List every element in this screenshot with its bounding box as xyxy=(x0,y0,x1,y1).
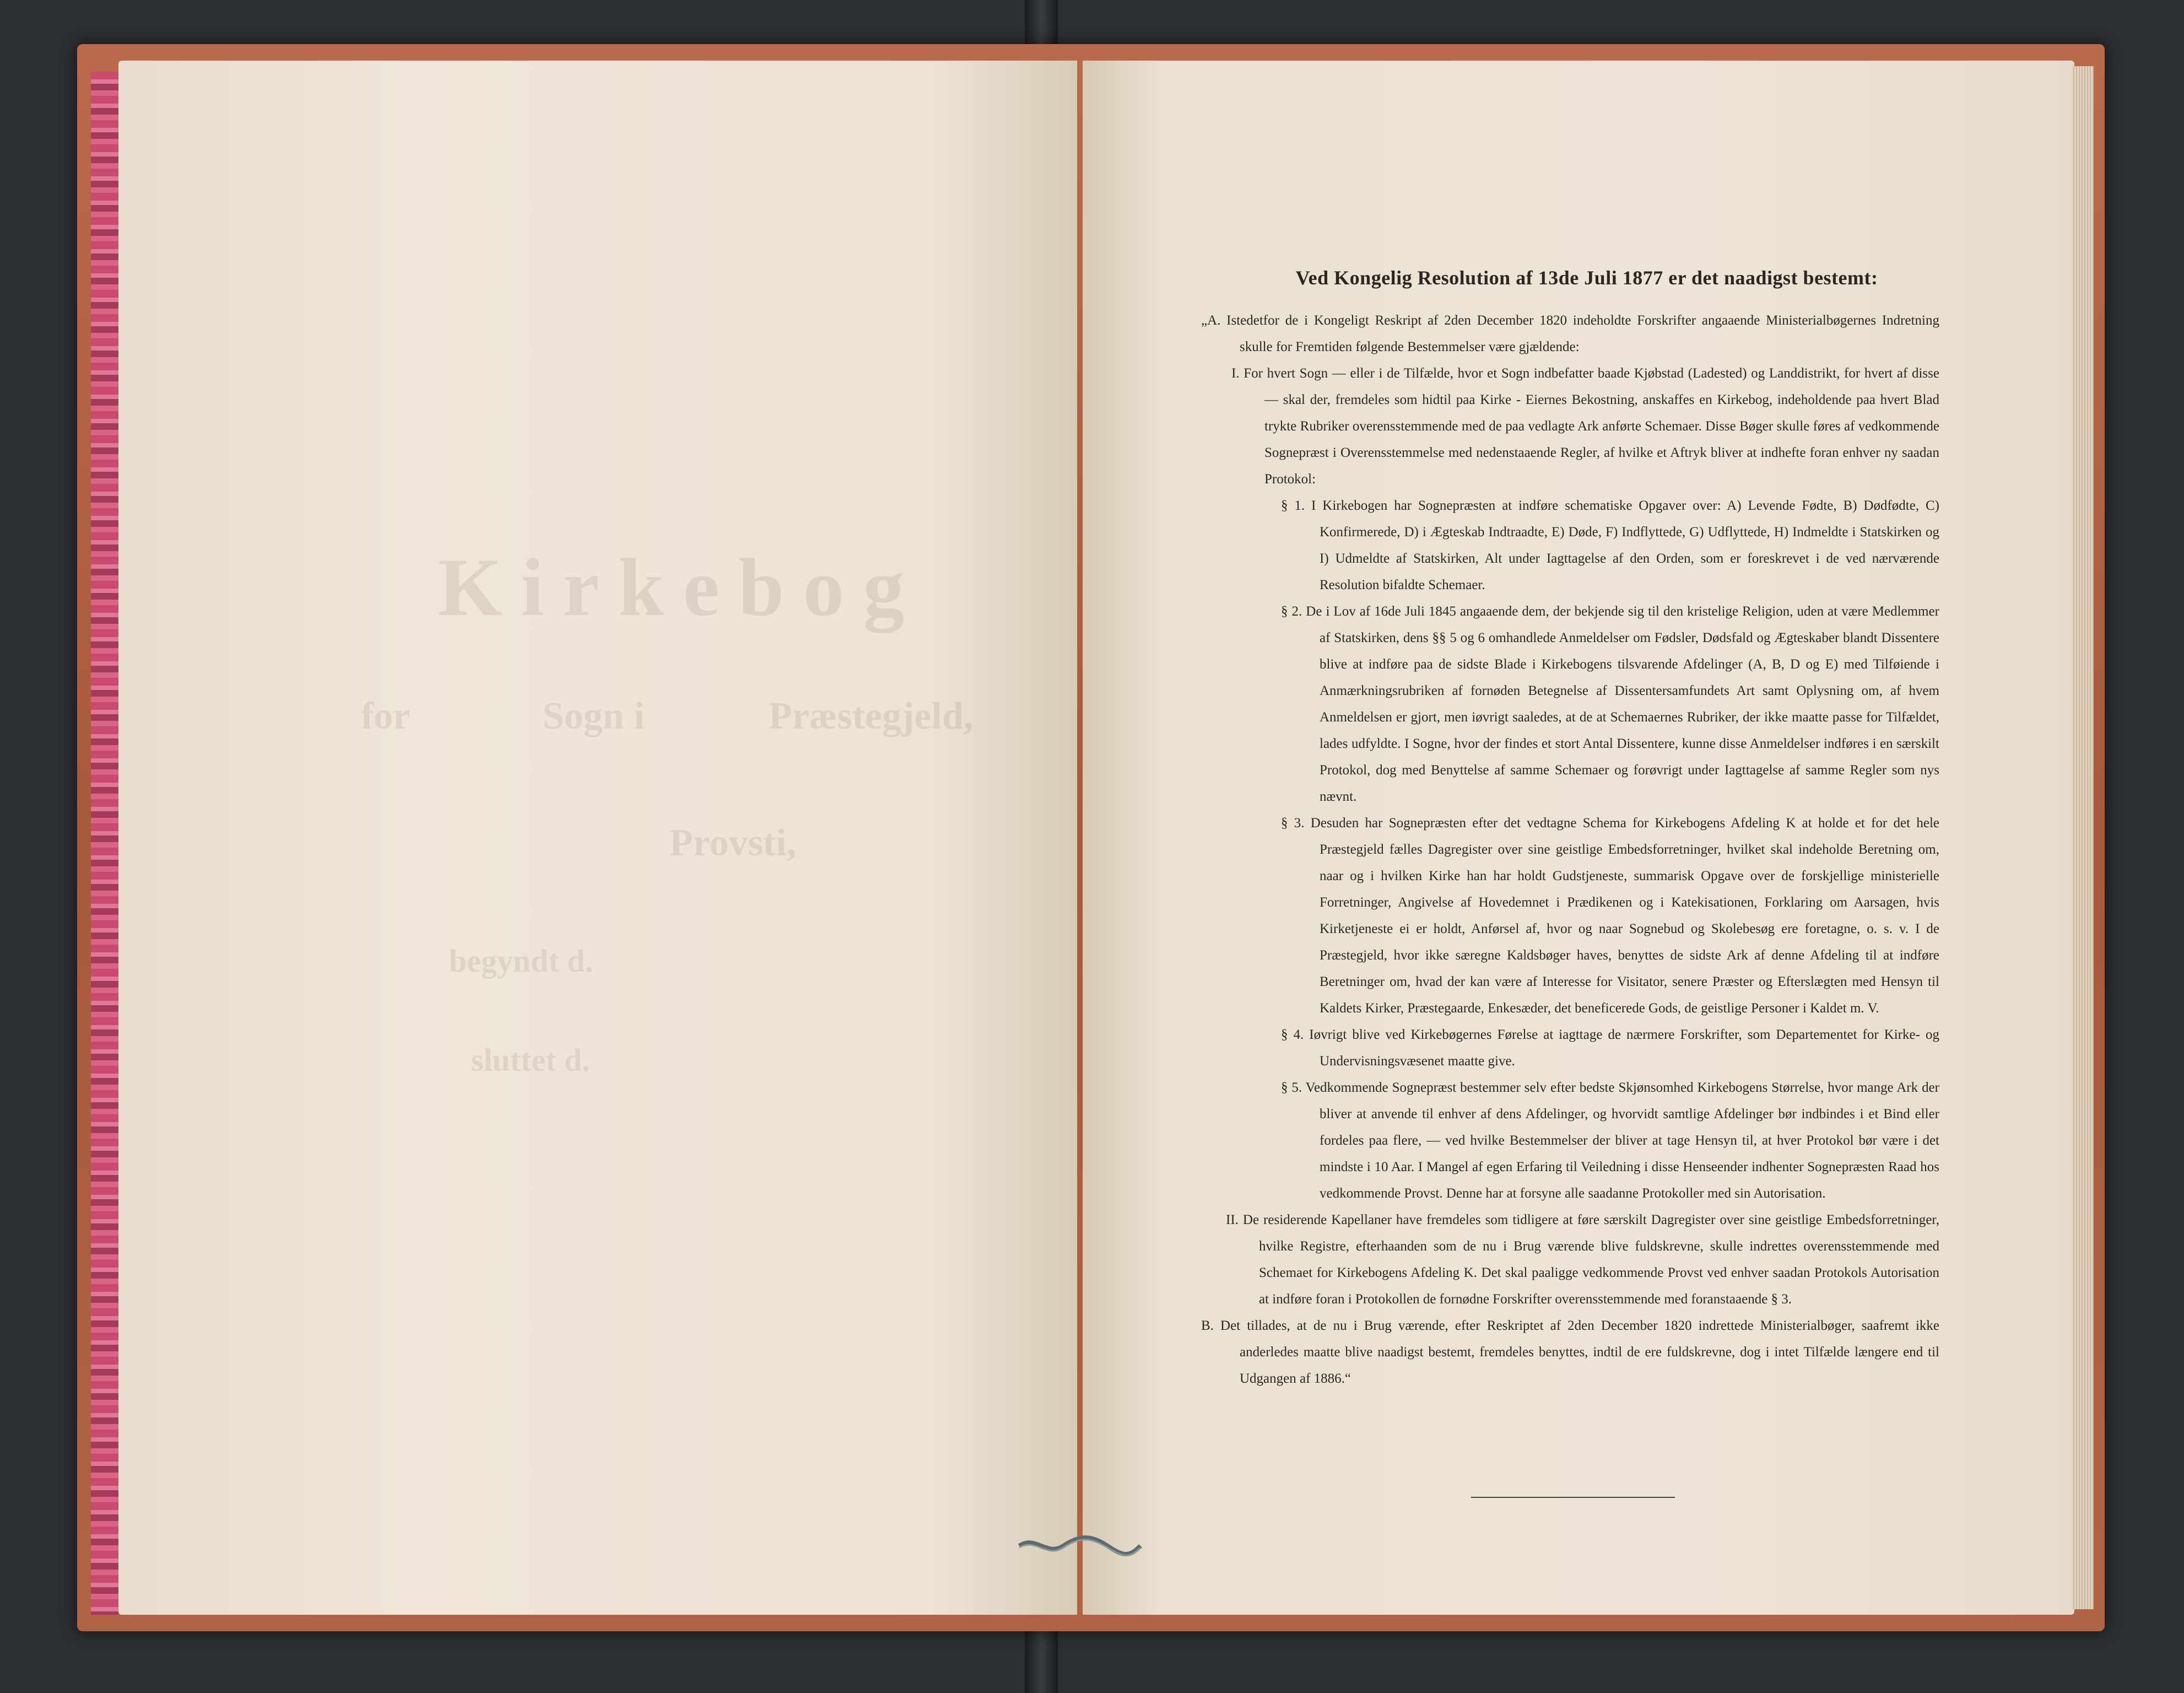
paragraph-2: § 1. I Kirkebogen har Sognepræsten at indføre schematiske Opgaver over: A) Levende Fødte, B) Dødfødte, C) Konfirmerede, D) i Ægteskab Indtraadte, E) Døde, F) Indflyttede, G) Udflyttede, H) Indmeldte i Statskirken og I) Udmeldte af Statskirken, Alt under Iagttagelse af den Orden, som er foreskrevet i de ved nærværende Resolution bifaldte Schemaer. xyxy=(1281,498,1939,592)
left-page xyxy=(118,61,1077,1615)
ghost-for: for xyxy=(361,695,410,737)
paragraph-3: § 2. De i Lov af 16de Juli 1845 angaaende dem, der bekjende sig til den kristelige Religion, uden at være Medlemmer af Statskirken, dens §§ 5 og 6 omhandlede Anmeldelser om Fødsler, Dødsfald og Ægteskaber blandt Dissentere blive at indføre paa de sidste Blade i Kirkebogens tilsvarende Afdelinger (A, B, D og E) med Tilføiende i Anmærkningsrubriken af fornøden Betegnelse af Dissentersamfundets Art samt Oplysning om, af hvem Anmeldelsen er gjort, men iøvrigt saaledes, at de at Schemaernes Rubriker, der ikke maatte passe for Tilfældet, lades udfyldte. I Sogne, hvor der findes et stort Antal Dissentere, kunne disse Anmeldelser indføres i en særskilt Protokol, dog med Benyttelse af samme Schemaer og forøvrigt under Iagttagelse af samme Regler som nys nævnt. xyxy=(1281,604,1939,804)
binding-thread xyxy=(1014,1532,1146,1560)
ghost-begyndt: begyndt d. xyxy=(449,943,593,979)
marbled-page-edge xyxy=(91,72,118,1615)
ghost-prestegjeld: Præstegjeld, xyxy=(769,695,974,737)
paragraph-4: § 3. Desuden har Sognepræsten efter det vedtagne Schema for Kirkebogens Afdeling K at holde et for det hele Præstegjeld fælles Dagregister over sine geistlige Embedsforretninger, hvilket skal indeholde Beretning om, naar og i hvilken Kirke han har holdt Gudstjeneste, summarisk Opgave over de forskjellige ministerielle Forretninger, Angivelse af Hovedemnet i Prædikenen og i Katekisationen, Forklaring om Aarsagen, hvis Kirketjeneste ei er holdt, Anførsel af, hvor og naar Sognebud og Skolebesøg ere foretagne, o. s. v. I de Præstegjeld, hvor ikke særegne Kaldsbøger haves, benyttes de sidste Ark af denne Afdeling til at indføre Beretninger om, hvad der kan være af Interesse for Visitator, senere Præster og Efterslægten med Hensyn til Kaldets Kirker, Præstegaarde, Enkesæder, det beneficerede Gods, de geistlige Personer i Kaldet m. V. xyxy=(1281,816,1939,1016)
ghost-sluttet: sluttet d. xyxy=(471,1042,590,1078)
closing-rule xyxy=(1471,1497,1675,1498)
paragraph-5: § 4. Iøvrigt blive ved Kirkebøgernes Førelse at iagttage de nærmere Forskrifter, som Departementet for Kirke- og Undervisningsvæsenet maatte give. xyxy=(1281,1027,1939,1069)
ghost-title: Kirkebog xyxy=(438,542,923,633)
paragraph-7: II. De residerende Kapellaner have fremdeles som tidligere at føre særskilt Dagregister over sine geistlige Embedsforretninger, hvilke Registre, efterhaanden som de nu i Brug værende blive fuldskrevne, skulle indrettes overensstemmende med Schemaet for Kirkebogens Afdeling K. Det skal paaligge vedkommende Provst ved enhver saadan Protokols Autorisation at indføre foran i Protokollen de fornødne Forskrifter overensstemmende med foranstaaende § 3. xyxy=(1226,1212,1939,1307)
paragraph-list xyxy=(1201,308,1939,1392)
document-title: Ved Kongelig Resolution af 13de Juli 1877 er det naadigst bestemt: xyxy=(1295,267,1878,289)
paragraph-0: „A. Istedetfor de i Kongeligt Reskript af 2den December 1820 indeholdte Forskrifter angaaende Ministerialbøgernes Indretning skulle for Fremtiden følgende Bestemmelser være gjældende: xyxy=(1201,313,1939,354)
resolution-text xyxy=(1201,265,1939,1392)
ghost-provsti: Provsti, xyxy=(669,822,797,864)
paragraph-8: B. Det tillades, at de nu i Brug værende, efter Reskriptet af 2den December 1820 indrettede Ministerialbøger, saafremt ikke anderledes maatte blive naadigst bestemt, fremdeles benyttes, indtil de ere fuldskrevne, dog i intet Tilfælde længere end til Udgangen af 1886.“ xyxy=(1201,1318,1939,1386)
paragraph-1: I. For hvert Sogn — eller i de Tilfælde, hvor et Sogn indbefatter baade Kjøbstad (Ladested) og Landdistrikt, for hvert af disse — skal der, fremdeles som hidtil paa Kirke - Eiernes Bekostning, anskaffes en Kirkebog, indeholdende paa hvert Blad trykte Rubriker overensstemmende med de paa vedlagte Ark anførte Schemaer. Disse Bøger skulle føres af vedkommende Sognepræst i Overensstemmelse med nedenstaaende Regler, af hvilke et Aftryk bliver at indhefte foran enhver ny saadan Protokol: xyxy=(1231,366,1939,487)
page-stack-edge xyxy=(2072,66,2094,1609)
paragraph-6: § 5. Vedkommende Sognepræst bestemmer selv efter bedste Skjønsomhed Kirkebogens Størrelse, hvor mange Ark der bliver at anvende til enhver af dens Afdelinger, og hvorvidt samtlige Afdelinger bør indbindes i et Bind eller fordeles paa flere, — ved hvilke Bestemmelser der bliver at tage Hensyn til, at hver Protokol bør være i det mindste i 10 Aar. I Mangel af egen Erfaring til Veiledning i disse Henseender indhenter Sognepræsten Raad hos vedkommende Provst. Denne har at forsyne alle saadanne Protokoller med sin Autorisation. xyxy=(1281,1080,1939,1201)
ghost-sogn: Sogn i xyxy=(543,695,645,737)
